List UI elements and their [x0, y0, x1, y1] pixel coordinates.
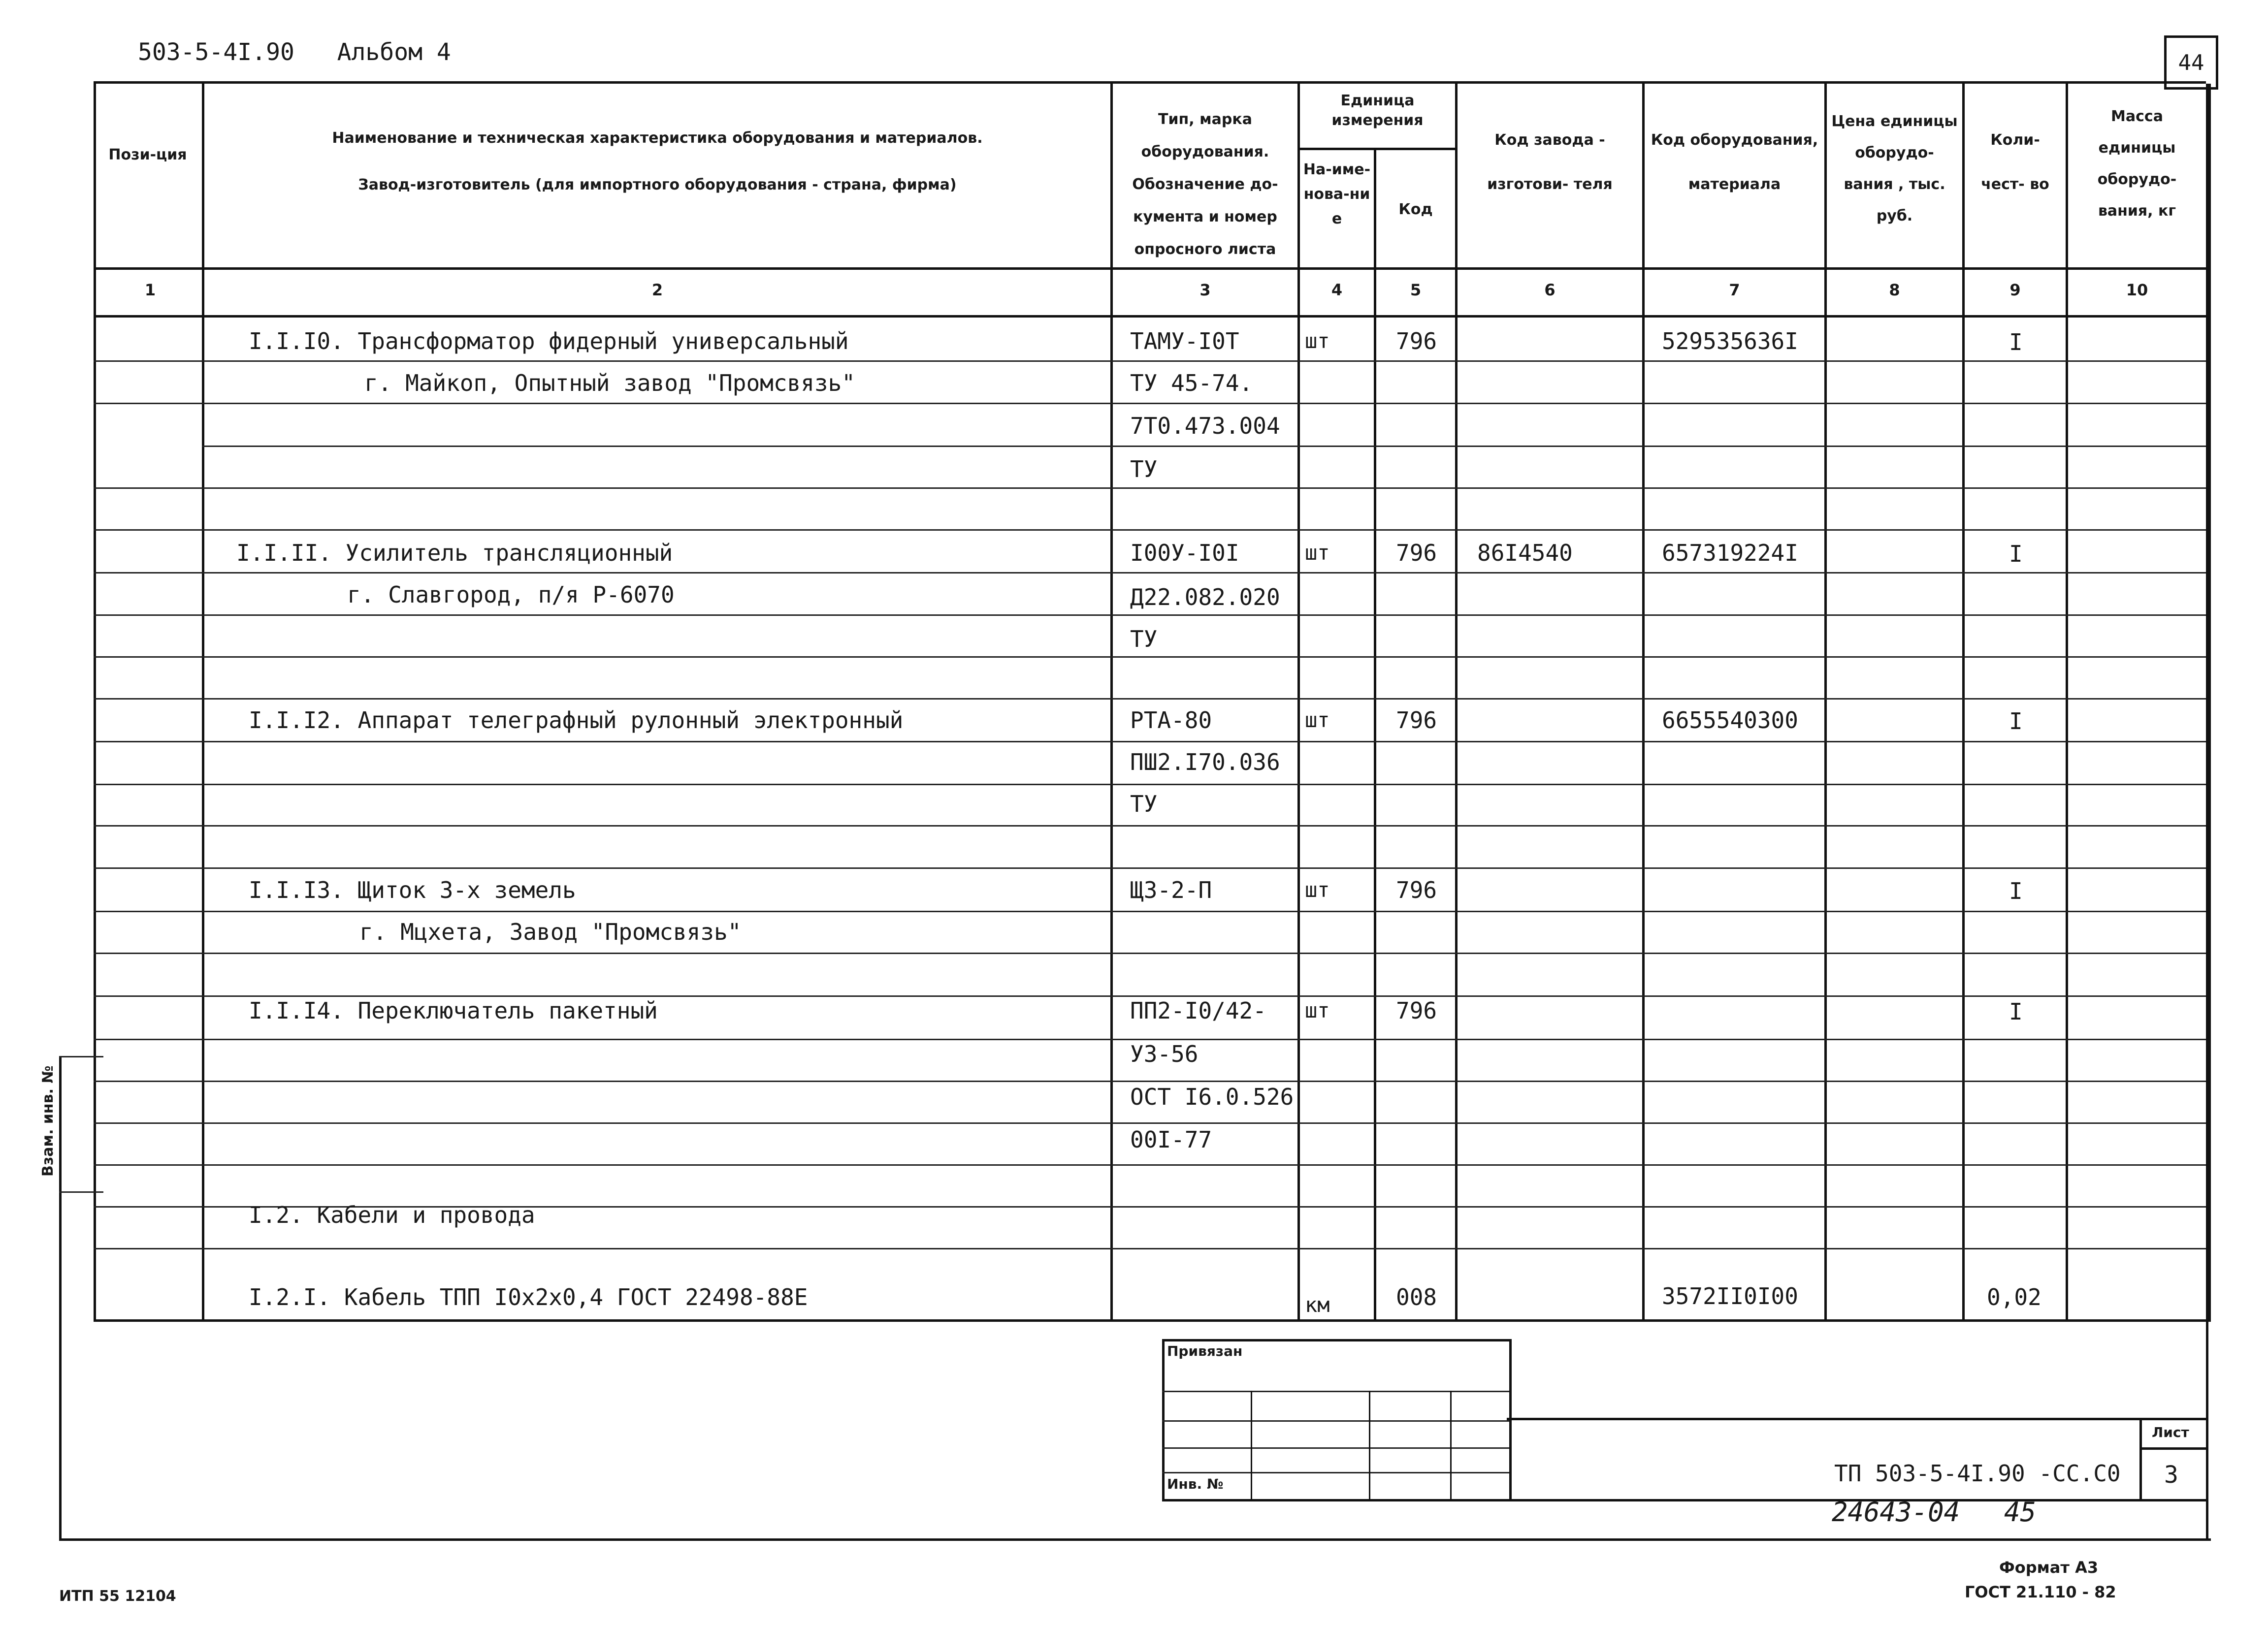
row-rule — [94, 995, 2206, 997]
handwritten-page: 45 — [2004, 1497, 2037, 1528]
item-unit: шт — [1305, 541, 1330, 565]
item-material-code: 6655540300 — [1662, 707, 1798, 734]
col-number-3: 3 — [1199, 281, 1211, 299]
row-rule — [94, 741, 2206, 742]
item-unit: шт — [1305, 878, 1330, 902]
album-label: Альбом 4 — [337, 38, 451, 66]
header-col3-line: Тип, марка — [1158, 111, 1252, 128]
item-material-code: 529535636I — [1662, 328, 1798, 354]
list-box-divider — [2139, 1420, 2142, 1501]
left-binding-strip — [59, 1056, 62, 1541]
doc-code: 503-5-4I.90 — [138, 38, 294, 66]
item-type: ТУ 45-74. — [1130, 370, 1253, 396]
header-col3-line: Обозначение до- — [1132, 176, 1278, 193]
item-type: Д22.082.020 — [1130, 584, 1280, 610]
side-box-rule — [59, 1191, 103, 1193]
right-frame-edge — [2206, 84, 2208, 1541]
row-rule — [94, 360, 2206, 362]
item-code: 796 — [1396, 540, 1437, 566]
number-row-rule — [94, 315, 2206, 318]
inv-no-label: Инв. № — [1167, 1476, 1224, 1492]
item-type: ТУ — [1130, 626, 1158, 652]
item-factory-code: 86I4540 — [1477, 540, 1573, 566]
row-rule — [94, 656, 2206, 658]
doc-designation: ТП 503-5-4I.90 -СС.С0 — [1834, 1460, 2121, 1487]
header-col7: Код оборудования, материала — [1651, 131, 1818, 193]
format-label: Формат А3 — [1999, 1558, 2099, 1577]
col-number-4: 4 — [1331, 281, 1343, 299]
item-unit: шт — [1305, 998, 1330, 1022]
header-col2-line1: Наименование и техническая характеристика оборудования и материалов. — [332, 129, 983, 147]
row-rule — [94, 784, 2206, 785]
stamp-rule — [1162, 1391, 1509, 1392]
row-rule — [94, 1122, 2206, 1124]
row-rule — [202, 446, 2206, 447]
item-type: ПП2-I0/42- — [1130, 997, 1266, 1024]
row-rule — [94, 1164, 2206, 1166]
row-rule — [94, 867, 2206, 869]
side-box-rule — [59, 1056, 103, 1057]
vzam-inv-label: Взам. инв. № — [39, 1065, 57, 1177]
item-name: I.I.I0. Трансформатор фидерный универсальный — [249, 328, 849, 354]
title-block-rule — [1507, 1418, 2206, 1420]
col-number-8: 8 — [1889, 281, 1900, 299]
header-col3-line: опросного листа — [1134, 241, 1276, 258]
item-code: 008 — [1396, 1284, 1437, 1310]
stamp-divider — [1369, 1391, 1370, 1499]
unit-group-rule — [1300, 148, 1455, 150]
col-number-1: 1 — [144, 281, 156, 299]
item-quantity: I — [2009, 878, 2023, 904]
col-number-9: 9 — [2009, 281, 2021, 299]
item-code: 796 — [1396, 707, 1437, 734]
item-quantity: I — [2009, 998, 2023, 1025]
row-rule — [94, 1039, 2206, 1040]
stamp-rule — [1162, 1420, 1509, 1422]
item-type: 00I-77 — [1130, 1126, 1212, 1153]
header-col6: Код завода - изготови- теля — [1487, 131, 1613, 193]
item-unit: шт — [1305, 708, 1330, 732]
item-material-code: 3572II0I00 — [1662, 1283, 1798, 1309]
handwritten-number: 24643-04 — [1832, 1497, 1960, 1528]
privyazan-label: Привязан — [1167, 1343, 1243, 1359]
header-col8: Цена единицы оборудо- вания , тыс. руб. — [1831, 113, 1958, 224]
col-number-7: 7 — [1729, 281, 1740, 299]
document-code-header — [138, 38, 451, 66]
list-box-rule — [2139, 1447, 2206, 1450]
col-number-10: 10 — [2126, 281, 2148, 299]
row-rule — [94, 825, 2206, 827]
item-quantity: I — [2009, 541, 2023, 567]
header-col3-line: оборудования. — [1141, 143, 1269, 160]
header-col2-line2: Завод-изготовитель (для импортного оборудования - страна, фирма) — [358, 176, 957, 193]
footer-left-code: ИТП 55 12104 — [59, 1588, 176, 1605]
stamp-rule — [1162, 1447, 1509, 1449]
col-line-4 — [1374, 148, 1376, 1319]
item-type: ТУ — [1130, 456, 1158, 482]
item-type: ПШ2.I70.036 — [1130, 749, 1280, 775]
col-number-2: 2 — [651, 281, 663, 299]
header-col10: Масса единицы оборудо- вания, кг — [2097, 108, 2177, 220]
item-type: РТА-80 — [1130, 707, 1212, 734]
item-type: I00У-I0I — [1130, 540, 1239, 566]
item-code: 796 — [1396, 997, 1437, 1024]
item-name: I.2.I. Кабель ТПП I0х2х0,4 ГОСТ 22498-88Е — [249, 1284, 808, 1310]
sheet-number: 44 — [2178, 50, 2204, 75]
item-name: I.2. Кабели и провода — [249, 1202, 535, 1228]
item-code: 796 — [1396, 877, 1437, 903]
row-rule — [94, 487, 2206, 489]
item-unit: шт — [1305, 329, 1330, 353]
row-rule — [94, 529, 2206, 531]
stamp-divider — [1251, 1391, 1252, 1499]
table-bottom-rule — [101, 1319, 2203, 1322]
col-number-5: 5 — [1410, 281, 1422, 299]
item-type: ТУ — [1130, 791, 1158, 817]
item-quantity: 0,02 — [1987, 1284, 2041, 1310]
item-name: I.I.I3. Щиток 3-х земель — [249, 877, 576, 903]
row-rule — [94, 614, 2206, 616]
row-rule — [94, 1248, 2206, 1249]
bottom-frame-line — [59, 1538, 2211, 1541]
header-col3 — [1115, 103, 1295, 266]
header-unit-group: Единица измерения — [1331, 92, 1424, 129]
item-material-code: 657319224I — [1662, 540, 1798, 566]
item-type: ТАМУ-I0Т — [1130, 328, 1239, 354]
item-name: г. Славгород, п/я Р-6070 — [347, 581, 675, 608]
list-number: 3 — [2164, 1461, 2178, 1489]
header-col3-line: кумента и номер — [1133, 208, 1277, 225]
item-quantity: I — [2009, 708, 2023, 734]
row-rule — [94, 953, 2206, 954]
row-rule — [94, 572, 2206, 574]
item-unit: км — [1305, 1293, 1330, 1317]
item-name: I.I.II. Усилитель трансляционный — [236, 540, 673, 566]
stamp-rule — [1162, 1472, 1509, 1473]
header-col5: Код — [1398, 201, 1433, 218]
item-type: Щ3-2-П — [1130, 877, 1212, 903]
item-type: У3-56 — [1130, 1041, 1199, 1067]
row-rule — [94, 698, 2206, 700]
item-name: г. Мцхета, Завод "Промсвязь" — [359, 919, 742, 945]
header-col1: Пози-ция — [108, 146, 187, 163]
list-label: Лист — [2152, 1424, 2189, 1440]
col-number-6: 6 — [1544, 281, 1555, 299]
header-col4: На-име-нова-ние — [1303, 161, 1371, 227]
item-quantity: I — [2009, 329, 2023, 355]
header-col9: Коли- чест- во — [1981, 131, 2049, 193]
row-rule — [94, 403, 2206, 404]
row-rule — [94, 1081, 2206, 1082]
item-name: г. Майкоп, Опытный завод "Промсвязь" — [364, 370, 855, 396]
item-name: I.I.I4. Переключатель пакетный — [249, 997, 658, 1024]
header-bottom-rule — [94, 267, 2206, 270]
gost-label: ГОСТ 21.110 - 82 — [1965, 1583, 2116, 1601]
item-name: I.I.I2. Аппарат телеграфный рулонный электронный — [249, 707, 904, 734]
item-type: 7Т0.473.004 — [1130, 413, 1280, 439]
row-rule — [94, 911, 2206, 912]
item-type: ОСТ I6.0.526 — [1130, 1084, 1294, 1110]
stamp-divider — [1450, 1391, 1452, 1499]
item-code: 796 — [1396, 328, 1437, 354]
